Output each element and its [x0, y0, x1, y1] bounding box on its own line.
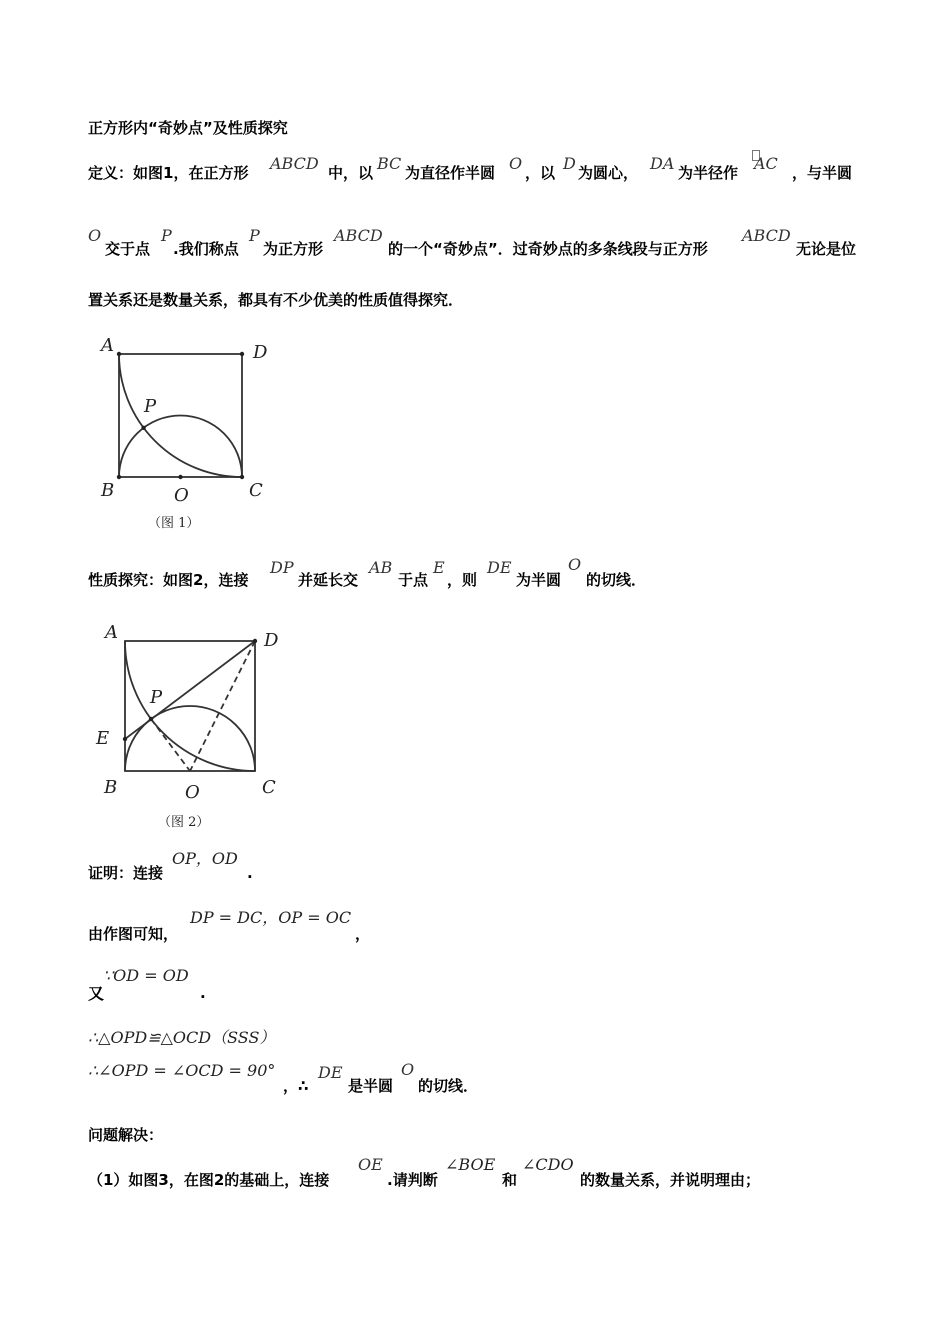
math-ac: AC	[754, 154, 778, 173]
figure-1	[90, 330, 290, 535]
property-text-3: 于点	[398, 571, 429, 589]
definition-text-12: 无论是位	[796, 240, 857, 258]
proof-text-1: 证明：连接	[88, 864, 164, 882]
label-c: C	[249, 480, 263, 501]
semicircle-o	[119, 416, 242, 478]
math-abcd: ABCD	[270, 154, 319, 173]
math-od-od: ∵OD = OD	[103, 966, 189, 985]
definition-text-2: 中，以	[328, 164, 374, 182]
proof-text-3: 又	[88, 984, 105, 1003]
math-p-2: P	[249, 226, 260, 245]
definition-text-10: 为正方形	[263, 240, 324, 258]
problems-title: 问题解决：	[88, 1126, 164, 1144]
math-angle-opd: ∴∠OPD = ∠OCD = 90°	[88, 1061, 276, 1080]
math-bc: BC	[377, 154, 402, 173]
math-o: O	[509, 154, 523, 173]
point-d-2	[253, 639, 257, 643]
point-d	[240, 352, 244, 356]
definition-text-11: 的一个“奇妙点”．过奇妙点的多条线段与正方形	[388, 240, 708, 258]
math-congruent: ∴△OPD≌△OCD（SSS）	[88, 1028, 276, 1047]
label-a: A	[101, 335, 114, 356]
label-p-2: P	[150, 687, 163, 708]
math-d: D	[563, 154, 576, 173]
definition-text-1: 定义：如图1，在正方形	[88, 164, 249, 182]
math-o-3: O	[568, 555, 582, 574]
label-b: B	[101, 480, 115, 501]
property-text-6: 的切线．	[586, 571, 647, 589]
math-abcd-2: ABCD	[334, 226, 383, 245]
point-p-2	[149, 717, 153, 721]
definition-text-3: 为直径作半圆	[405, 164, 496, 182]
math-dp: DP	[270, 558, 294, 577]
figure-2-caption: （图 2）	[158, 815, 210, 830]
definition-text-4: ，以	[525, 164, 556, 182]
math-ab: AB	[369, 558, 393, 577]
point-a	[117, 352, 121, 356]
figure-2	[90, 615, 290, 835]
property-text-4: ，则	[447, 571, 478, 589]
definition-text-6: 为半径作	[678, 164, 739, 182]
label-e: E	[96, 728, 110, 749]
definition-text-13: 置关系还是数量关系，都具有不少优美的性质值得探究．	[88, 291, 464, 309]
math-da: DA	[650, 154, 675, 173]
definition-text-8: 交于点	[105, 240, 151, 258]
math-de-2: DE	[318, 1063, 343, 1082]
label-o-2: O	[185, 782, 200, 803]
proof-end-5: 的切线．	[418, 1077, 479, 1095]
question-1-text-1: （1）如图3，在图2的基础上，连接	[88, 1171, 330, 1189]
math-abcd-3: ABCD	[742, 226, 791, 245]
page-heading: 正方形内“奇妙点”及性质探究	[88, 119, 288, 137]
proof-text-2: 由作图可知，	[88, 925, 179, 943]
property-text-5: 为半圆	[516, 571, 562, 589]
point-p	[141, 426, 145, 430]
definition-text-7: ，与半圆	[792, 164, 853, 182]
math-angle-boe: ∠BOE	[445, 1155, 496, 1174]
question-1-text-4: 的数量关系，并说明理由；	[580, 1171, 761, 1189]
definition-text-5: 为圆心，	[578, 164, 639, 182]
label-d-2: D	[264, 630, 279, 651]
property-text-2: 并延长交	[298, 571, 359, 589]
point-e	[123, 737, 127, 741]
point-c	[240, 475, 244, 479]
proof-sep: ，∴	[283, 1077, 309, 1095]
figure-1-caption: （图 1）	[148, 516, 200, 531]
point-o	[178, 475, 182, 479]
property-text-1: 性质探究：如图2，连接	[88, 571, 249, 589]
proof-text-5: 是半圆	[348, 1077, 394, 1095]
semicircle-o-2	[125, 706, 255, 771]
label-d: D	[253, 342, 268, 363]
math-oe: OE	[358, 1155, 383, 1174]
math-angle-cdo: ∠CDO	[522, 1155, 574, 1174]
label-a-2: A	[105, 622, 118, 643]
math-dp-dc-op-oc: DP = DC，OP = OC	[190, 908, 352, 927]
label-o: O	[174, 485, 189, 506]
math-o-4: O	[401, 1060, 415, 1079]
proof-end-1: .	[247, 864, 253, 882]
question-1-text-2: .请判断	[387, 1171, 438, 1189]
math-o-2: O	[88, 226, 102, 245]
point-b	[117, 475, 121, 479]
math-op-od: OP，OD	[172, 849, 238, 868]
math-p: P	[161, 226, 172, 245]
label-c-2: C	[262, 777, 276, 798]
label-b-2: B	[104, 777, 118, 798]
math-de: DE	[487, 558, 512, 577]
definition-text-9: .我们称点	[173, 240, 239, 258]
label-p: P	[144, 396, 157, 417]
proof-end-3: .	[200, 984, 206, 1002]
question-1-text-3: 和	[502, 1171, 518, 1189]
math-e: E	[433, 558, 445, 577]
proof-end-2: ，	[355, 925, 371, 943]
